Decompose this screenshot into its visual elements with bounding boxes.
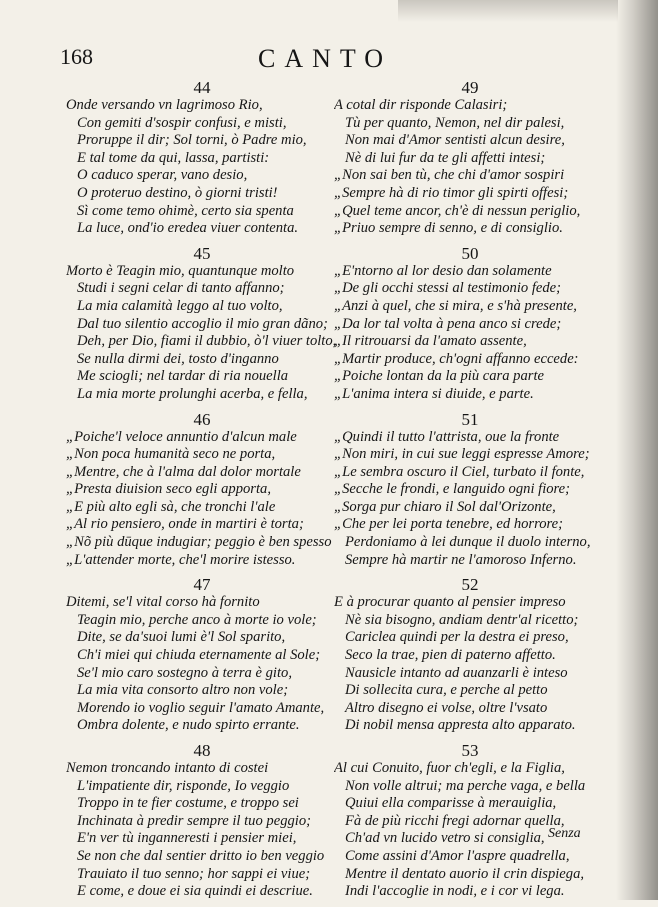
stanza-number: 51 — [461, 409, 479, 429]
page-edge-speckle — [398, 0, 618, 22]
verse-line: La mia vita consorto altro non vole; — [77, 682, 289, 699]
verse-line: „Poiche'l veloce annuntio d'alcun male — [66, 428, 297, 445]
left-column — [66, 78, 338, 907]
verse-line: Trauiato il tuo senno; hor sappi ei viue; — [77, 865, 311, 882]
stanza — [334, 78, 606, 238]
stanza — [334, 244, 606, 404]
verse-line: Morto è Teagin mio, quantunque molto — [66, 262, 295, 279]
verse-line: E tal tome da qui, lassa, partisti: — [77, 149, 270, 166]
verse-line: „Da lor tal volta à pena anco si crede; — [334, 315, 562, 332]
verse-line: Non mai d'Amor sentisti alcun desire, — [345, 132, 565, 149]
verse-line: Se nulla dirmi dei, tosto d'inganno — [77, 350, 279, 367]
stanza — [66, 78, 338, 238]
verse-line: „E più alto egli sà, che tronchi l'ale — [66, 498, 276, 515]
stanza — [66, 244, 338, 404]
verse-line: La mia calamità leggo al tuo volto, — [77, 297, 283, 314]
stanza-number: 48 — [193, 741, 211, 760]
verse-line: Indi l'accoglie in nodi, e i cor vi lega. — [345, 883, 565, 900]
verse-line: Ombra dolente, e nudo spirto errante. — [77, 717, 300, 734]
verse-line: „Poiche lontan da la più cara parte — [334, 368, 544, 385]
page-number: 168 — [60, 44, 93, 69]
verse-line: Proruppe il dir; Sol torni, ò Padre mio, — [77, 132, 307, 149]
verse-line: Morendo io voglio seguir l'amato Amante, — [77, 699, 325, 716]
verse-line: „L'attender morte, che'l morire istesso. — [66, 551, 296, 568]
verse-line: Sempre hà martir ne l'amoroso Inferno. — [345, 551, 577, 568]
verse-line: Tù per quanto, Nemon, nel dir palesi, — [345, 114, 565, 131]
verse-line: Dite, se da'suoi lumi è'l Sol sparito, — [77, 629, 286, 646]
verse-line: Non volle altrui; ma perche vaga, e bella — [345, 777, 586, 794]
verse-line: Altro disegno ei volse, oltre l'vsato — [345, 699, 548, 716]
verse-line: „Quindi il tutto l'attrista, oue la fronte — [334, 428, 560, 445]
verse-line: „Le sembra oscuro il Ciel, turbato il fonte, — [334, 463, 585, 480]
verse-line: Sì come temo ohimè, certo sia spenta — [77, 202, 294, 219]
verse-line: Seco la trae, pien di paterno affetto. — [345, 647, 556, 664]
verse-line: Nè di lui fur da te gli affetti intesi; — [345, 149, 546, 166]
stanza — [66, 575, 338, 735]
verse-line: „Sempre hà di rio timor gli spirti offesi; — [334, 184, 569, 201]
verse-line: „L'anima intera si diuide, e parte. — [334, 385, 534, 402]
catchword: Senza — [548, 826, 581, 841]
verse-line: A cotal dir risponde Calasiri; — [334, 97, 508, 113]
verse-line: Fà de più ricchi fregi adornar quella, — [345, 812, 565, 829]
verse-line: „Al rio pensiero, onde in martiri è torta; — [66, 516, 304, 533]
stanza — [334, 741, 606, 901]
verse-line: „Secche le frondi, e languido ogni fiore; — [334, 481, 571, 498]
verse-line: Di sollecita cura, e perche al petto — [345, 682, 548, 699]
stanza-number: 53 — [461, 741, 479, 760]
verse-line: Come assini d'Amor l'aspre quadrella, — [345, 847, 570, 864]
verse-line: E à procurar quanto al pensier impreso — [334, 594, 566, 611]
verse-line: Teagin mio, perche anco à morte io vole; — [77, 611, 317, 628]
stanza — [334, 410, 606, 570]
running-title: CANTO — [258, 44, 393, 73]
verse-line: Ditemi, se'l vital corso hà fornito — [66, 594, 260, 611]
verse-line: Di nobil mensa appresta alto apparato. — [345, 717, 576, 734]
verse-line: O proteruo destino, ò giorni tristi! — [77, 184, 278, 201]
stanza-number: 47 — [193, 575, 211, 595]
verse-line: Deh, per Dio, fiami il dubbio, ò'l viuer tolto, — [77, 333, 337, 350]
verse-line: E come, e doue ei sia quindi ei descriue. — [77, 883, 313, 900]
stanza-number: 44 — [193, 78, 211, 97]
verse-line: „Sorga pur chiaro il Sol dal'Orizonte, — [334, 498, 556, 515]
verse-line: Nemon troncando intanto di costei — [66, 760, 269, 776]
verse-line: L'impatiente dir, risponde, Io veggio — [77, 777, 290, 794]
verse-line: La mia morte prolunghi acerba, e fella, — [77, 385, 308, 402]
stanza-number: 52 — [461, 575, 479, 595]
verse-line: „Non sai ben tù, che chi d'amor sospiri — [334, 167, 565, 184]
verse-line: Troppo in te fier costume, e troppo sei — [77, 795, 299, 812]
verse-line: O caduco sperar, vano desio, — [77, 167, 248, 184]
verse-line: „Mentre, che à l'alma dal dolor mortale — [66, 463, 301, 480]
right-column — [334, 78, 606, 907]
verse-line: „Martir produce, ch'ogni affanno eccede: — [334, 350, 579, 367]
verse-line: Perdoniamo à lei dunque il duolo interno, — [345, 534, 591, 551]
verse-line: Ch'i miei qui chiuda eternamente al Sole; — [77, 647, 321, 664]
verse-line: Con gemiti d'sospir confusi, e misti, — [77, 114, 287, 131]
verse-line: Se'l mio caro sostegno à terra è gito, — [77, 664, 292, 681]
verse-line: „E'ntorno al lor desio dan solamente — [334, 262, 552, 279]
verse-line: E'n ver tù inganneresti i pensier miei, — [77, 830, 297, 847]
verse-line: „De gli occhi stessi al testimonio fede; — [334, 280, 561, 297]
verse-line: Se non che dal sentier dritto io ben veggio — [77, 847, 325, 864]
stanza — [66, 410, 338, 570]
verse-line: Quiui ella comparisse à merauiglia, — [345, 795, 557, 812]
verse-line: Studi i segni celar di tanto affanno; — [77, 280, 285, 297]
verse-line: „Il ritrouarsi da l'amato assente, — [334, 333, 527, 350]
verse-line: „Non poca humanità seco ne porta, — [66, 446, 276, 463]
verse-line: Cariclea quindi per la destra ei preso, — [345, 629, 569, 646]
verse-line: „Quel teme ancor, ch'è di nessun periglio, — [334, 202, 581, 219]
stanza-number: 45 — [193, 243, 211, 263]
verse-line: „Nõ più dūque indugiar; peggio è ben spesso — [66, 534, 332, 551]
page-header — [0, 44, 658, 76]
verse-line: Nè sia bisogno, andiam dentr'al ricetto; — [345, 611, 579, 628]
verse-line: Nausicle intanto ad auanzarli è inteso — [345, 664, 568, 681]
verse-line: Al cui Conuito, fuor ch'egli, e la Figlia, — [334, 760, 565, 776]
stanza-number: 46 — [193, 409, 211, 429]
page-gutter-shadow — [616, 0, 658, 900]
verse-line: Me sciogli; nel tardar di ria nouella — [77, 368, 289, 385]
verse-line: Ch'ad vn lucido vetro si consiglia, — [345, 830, 545, 847]
verse-line: „Priuo sempre di senno, e di consiglio. — [334, 220, 563, 237]
verse-line: „Presta diuision seco egli apporta, — [66, 481, 271, 498]
verse-line: „Anzi à quel, che si mira, e s'hà presente, — [334, 297, 577, 314]
verse-line: La luce, ond'io eredea viuer contenta. — [77, 220, 299, 237]
verse-line: „Che per lei porta tenebre, ed horrore; — [334, 516, 564, 533]
stanza-number: 49 — [461, 78, 479, 97]
stanza-number: 50 — [461, 243, 479, 263]
verse-line: „Non miri, in cui sue leggi espresse Amore; — [334, 446, 590, 463]
stanza — [334, 575, 606, 735]
verse-line: Onde versando vn lagrimoso Rio, — [66, 97, 263, 113]
stanza — [66, 741, 338, 901]
verse-line: Mentre il dentato auorio il crin dispiega, — [345, 865, 585, 882]
verse-line: Inchinata à predir sempre il tuo peggio; — [77, 812, 312, 829]
verse-line: Dal tuo silentio accoglio il mio gran dãno; — [77, 315, 328, 332]
